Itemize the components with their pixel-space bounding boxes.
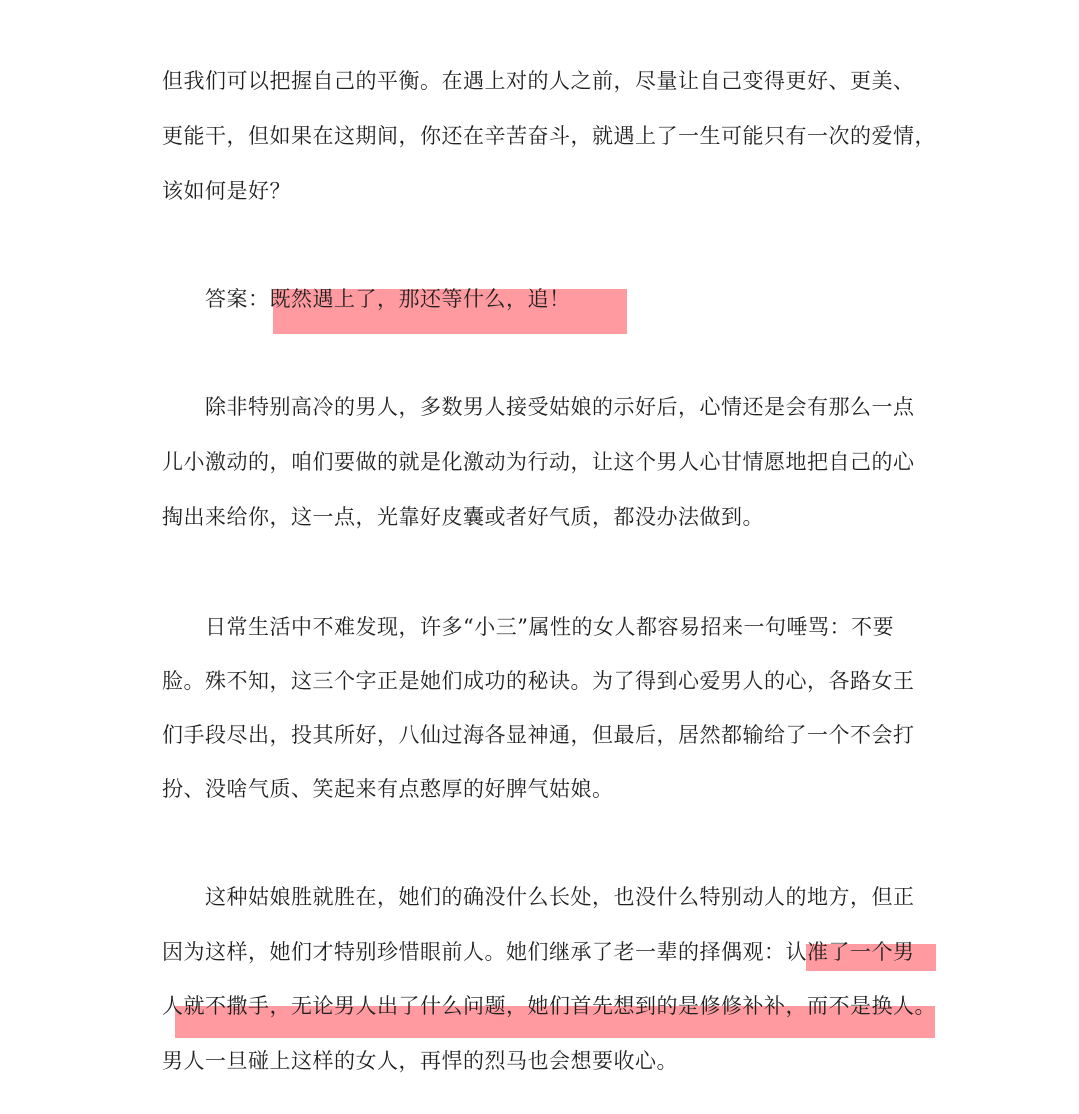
paragraph-5-line-2: [162, 937, 922, 967]
paragraph-4-line-1: [205, 612, 925, 642]
text-line: 这种姑娘胜就胜在，她们的确没什么长处，也没什么特别动人的地方，但正: [205, 885, 915, 909]
paragraph-1-line-2: [162, 121, 936, 151]
text-line: 们手段尽出，投其所好，八仙过海各显神通，但最后，居然都输给了一个不会打: [162, 723, 915, 747]
paragraph-4-line-4: [162, 774, 922, 804]
paragraph-5-line-1: [205, 882, 925, 912]
paragraph-5-line-4: [162, 1046, 922, 1076]
text-line: 答案：既然遇上了，那还等什么，追！: [205, 287, 571, 311]
text-line: 儿小激动的，咱们要做的就是化激动为行动，让这个男人心甘情愿地把自己的心: [162, 450, 915, 474]
text-line: 但我们可以把握自己的平衡。在遇上对的人之前，尽量让自己变得更好、更美、: [162, 69, 915, 93]
paragraph-3-line-3: [162, 502, 922, 532]
paragraph-4-line-3: [162, 720, 922, 750]
text-line: 除非特别高冷的男人，多数男人接受姑娘的示好后，心情还是会有那么一点: [205, 395, 915, 419]
text-line: 更能干，但如果在这期间，你还在辛苦奋斗，就遇上了一生可能只有一次的爱情，: [162, 124, 936, 148]
paragraph-3-line-2: [162, 447, 922, 477]
text-line: 人就不撒手，无论男人出了什么问题，她们首先想到的是修修补补，而不是换人。: [162, 994, 936, 1018]
text-line: 日常生活中不难发现，许多“小三”属性的女人都容易招来一句唾骂：不要: [205, 615, 894, 639]
text-line: 该如何是好？: [162, 179, 291, 203]
text-line: 男人一旦碰上这样的女人，再悍的烈马也会想要收心。: [162, 1049, 678, 1073]
paragraph-3-line-1: [205, 392, 925, 422]
paragraph-1-line-3: [162, 176, 922, 206]
text-line: 脸。殊不知，这三个字正是她们成功的秘诀。为了得到心爱男人的心，各路女王: [162, 669, 915, 693]
text-line: 因为这样，她们才特别珍惜眼前人。她们继承了老一辈的择偶观：认准了一个男: [162, 940, 915, 964]
paragraph-5-line-3: [162, 991, 936, 1021]
text-line: 掏出来给你，这一点，光靠好皮囊或者好气质，都没办法做到。: [162, 505, 764, 529]
paragraph-4-line-2: [162, 666, 922, 696]
text-line: 扮、没啥气质、笑起来有点憨厚的好脾气姑娘。: [162, 777, 614, 801]
answer-line: [205, 284, 925, 314]
paragraph-1-line-1: [162, 66, 922, 96]
